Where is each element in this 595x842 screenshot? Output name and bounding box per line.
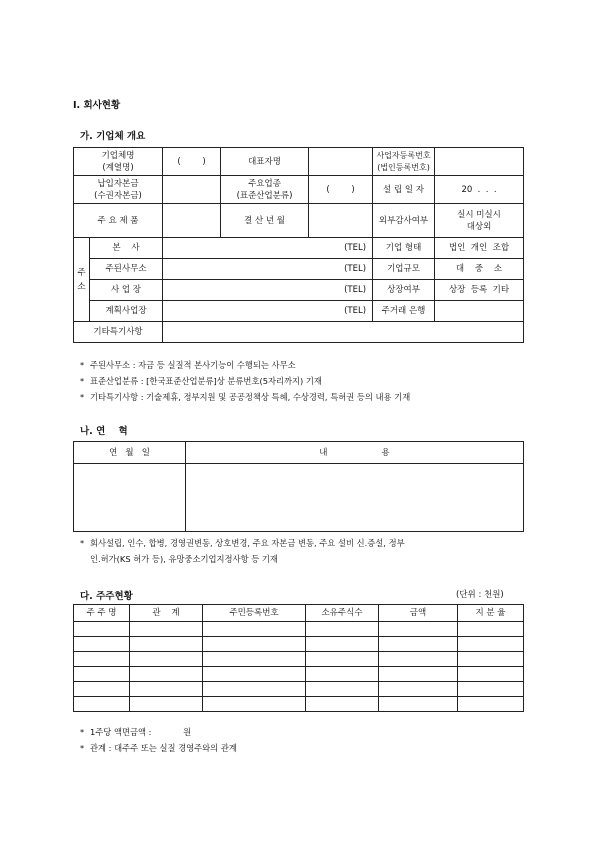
cell[interactable] xyxy=(306,682,379,697)
audit-field[interactable]: 실시 미실시 대상외 xyxy=(435,204,524,238)
bizreg-label: 사업자등록번호 (법인등록번호) xyxy=(373,148,435,176)
cell[interactable] xyxy=(458,682,524,697)
cell[interactable] xyxy=(379,682,458,697)
history-table xyxy=(73,441,524,532)
note-item: * 주된사무소 : 자금 등 실질적 본사기능이 수행되는 사무소 xyxy=(80,360,296,370)
cell[interactable] xyxy=(458,697,524,712)
shareholder-col-shares: 소유주식수 xyxy=(306,605,379,622)
shareholder-col-name: 주 주 명 xyxy=(74,605,130,622)
subsection-c-title: 다. 주주현황 xyxy=(80,591,133,602)
note-item: * 회사설립, 인수, 합병, 경영권변동, 상호변경, 주요 자본금 변동, 주요 설비 신.증설, 정부 xyxy=(80,538,405,548)
cell[interactable] xyxy=(379,622,458,637)
address-tel-field[interactable]: (TEL) xyxy=(163,301,373,322)
note-item: * 관계 : 대주주 또는 실질 경영주와의 관계 xyxy=(80,743,237,753)
address-side-label: 주 소 xyxy=(74,238,90,322)
address-row-label: 사 업 장 xyxy=(90,280,163,301)
other-notes-field[interactable] xyxy=(163,322,524,343)
address-row-key: 기업규모 xyxy=(373,259,435,280)
company-name-label: 기업체명 (계열명) xyxy=(74,148,163,176)
capital-label: 납입자본금 (수권자본금) xyxy=(74,176,163,204)
cell[interactable] xyxy=(130,622,203,637)
cell[interactable] xyxy=(74,682,130,697)
note-item: * 기타특기사항 : 기술제휴, 정부지원 및 공공정책상 특혜, 수상경력, 특허권 등의 내용 기재 xyxy=(80,392,411,402)
history-col-date: 연 월 일 xyxy=(74,442,186,464)
cell[interactable] xyxy=(306,622,379,637)
cell[interactable] xyxy=(379,637,458,652)
ceo-field[interactable] xyxy=(309,148,373,176)
table-row xyxy=(74,667,524,682)
fiscal-label: 결 산 년 월 xyxy=(221,204,309,238)
shareholder-col-ratio: 지 분 율 xyxy=(458,605,524,622)
cell[interactable] xyxy=(379,652,458,667)
shareholder-col-id: 주민등록번호 xyxy=(203,605,306,622)
address-row-key: 상장여부 xyxy=(373,280,435,301)
address-row-label: 계획사업장 xyxy=(90,301,163,322)
note-item-continued: 인.허가(KS 허가 등), 유망중소기업지정사항 등 기재 xyxy=(90,554,278,564)
cell[interactable] xyxy=(130,637,203,652)
history-col-content: 내 용 xyxy=(186,442,524,464)
shareholder-table xyxy=(73,604,524,712)
cell[interactable] xyxy=(203,622,306,637)
cell[interactable] xyxy=(130,652,203,667)
table-row xyxy=(74,637,524,652)
address-row-value[interactable] xyxy=(435,301,524,322)
founded-label: 설 립 일 자 xyxy=(373,176,435,204)
table-row xyxy=(74,697,524,712)
cell[interactable] xyxy=(130,667,203,682)
cell[interactable] xyxy=(74,697,130,712)
products-field[interactable] xyxy=(163,204,221,238)
table-row xyxy=(74,652,524,667)
address-row-key: 기업 형태 xyxy=(373,238,435,259)
cell[interactable] xyxy=(74,637,130,652)
address-row-value[interactable]: 법인 개인 조합 xyxy=(435,238,524,259)
products-label: 주 요 제 품 xyxy=(74,204,163,238)
other-notes-label: 기타특기사항 xyxy=(74,322,163,343)
ceo-label: 대표자명 xyxy=(221,148,309,176)
cell[interactable] xyxy=(203,637,306,652)
cell[interactable] xyxy=(74,667,130,682)
address-row-label: 주된사무소 xyxy=(90,259,163,280)
cell[interactable] xyxy=(379,667,458,682)
subsection-b-title: 나. 연 혁 xyxy=(80,426,128,437)
cell[interactable] xyxy=(203,697,306,712)
cell[interactable] xyxy=(458,652,524,667)
cell[interactable] xyxy=(306,667,379,682)
cell[interactable] xyxy=(306,637,379,652)
shareholder-col-relation: 관 계 xyxy=(130,605,203,622)
address-tel-field[interactable]: (TEL) xyxy=(163,259,373,280)
founded-field[interactable]: 20 . . . xyxy=(435,176,524,204)
company-name-affiliate-field[interactable]: ( ) xyxy=(163,148,221,176)
unit-label: (단위 : 천원) xyxy=(456,590,504,600)
address-row-value[interactable]: 상장 등록 기타 xyxy=(435,280,524,301)
industry-code-field[interactable]: ( ) xyxy=(309,176,373,204)
subsection-a-title: 가. 기업체 개요 xyxy=(80,131,146,142)
cell[interactable] xyxy=(130,697,203,712)
table-row xyxy=(74,682,524,697)
history-content-field[interactable] xyxy=(186,464,524,532)
cell[interactable] xyxy=(458,622,524,637)
note-item: * 표준산업분류 : [한국표준산업분류]상 분류번호(5자리까지) 기재 xyxy=(80,376,322,386)
cell[interactable] xyxy=(74,652,130,667)
cell[interactable] xyxy=(130,682,203,697)
cell[interactable] xyxy=(203,682,306,697)
history-date-field[interactable] xyxy=(74,464,186,532)
address-row-value[interactable]: 대 중 소 xyxy=(435,259,524,280)
cell[interactable] xyxy=(306,652,379,667)
cell[interactable] xyxy=(74,622,130,637)
fiscal-field[interactable] xyxy=(309,204,373,238)
cell[interactable] xyxy=(458,637,524,652)
note-item: * 1주당 액면금액 : 원 xyxy=(80,727,192,737)
address-tel-field[interactable]: (TEL) xyxy=(163,238,373,259)
address-row-label: 본 사 xyxy=(90,238,163,259)
cell[interactable] xyxy=(379,697,458,712)
capital-field[interactable] xyxy=(163,176,221,204)
cell[interactable] xyxy=(203,667,306,682)
audit-label: 외부감사여부 xyxy=(373,204,435,238)
table-row xyxy=(74,622,524,637)
cell[interactable] xyxy=(458,667,524,682)
industry-label: 주요업종 (표준산업분류) xyxy=(221,176,309,204)
address-row-key: 주거래 은행 xyxy=(373,301,435,322)
cell[interactable] xyxy=(306,697,379,712)
shareholder-col-amount: 금액 xyxy=(379,605,458,622)
cell[interactable] xyxy=(203,652,306,667)
section-title: Ⅰ. 회사현황 xyxy=(73,100,121,111)
company-overview-table xyxy=(73,147,524,343)
address-tel-field[interactable]: (TEL) xyxy=(163,280,373,301)
bizreg-field[interactable] xyxy=(435,148,524,176)
